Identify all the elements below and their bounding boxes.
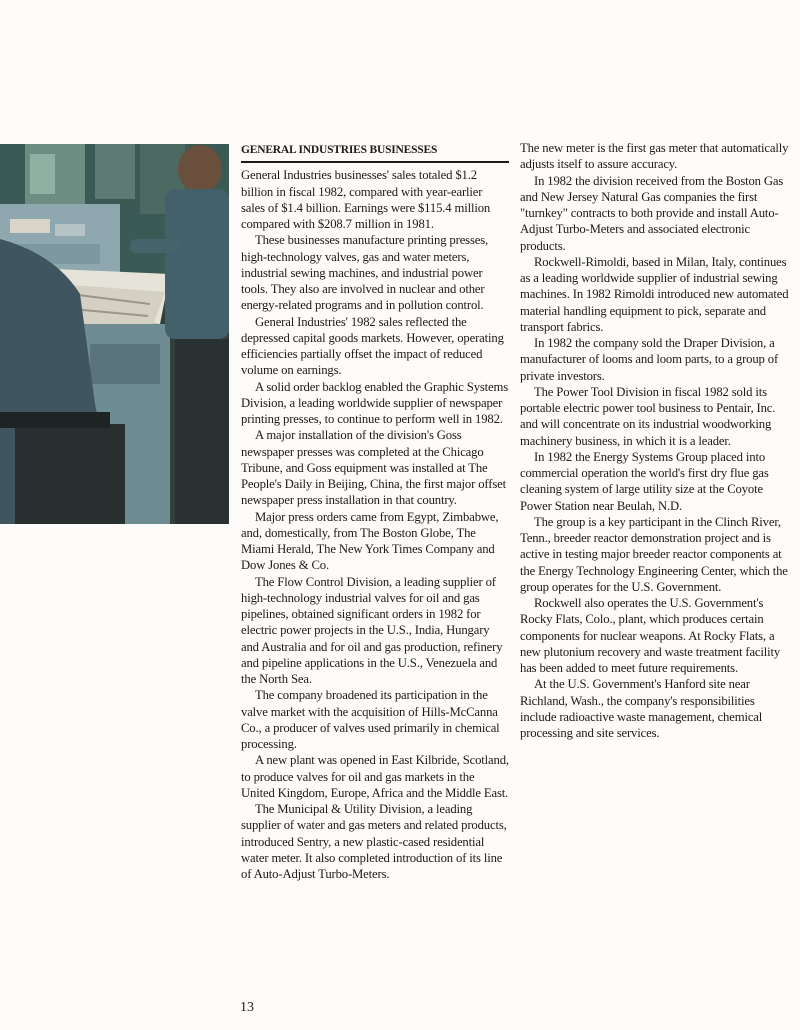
section-heading: GENERAL INDUSTRIES BUSINESSES bbox=[241, 142, 509, 163]
paragraph: A new plant was opened in East Kilbride, Scotland, to produce valves for oil and gas markets in the United Kingdom, Europe, Africa and the Middle East. bbox=[241, 753, 509, 800]
text-column-right bbox=[520, 140, 790, 741]
paragraph: These businesses manufacture printing presses, high-technology valves, gas and water meters, industrial sewing machines, and industrial power tools. They also are involved in nuclear and other energy-related programs and in pollution control. bbox=[241, 233, 489, 313]
paragraph: A major installation of the division's Goss newspaper presses was completed at the Chicago Tribune, and Goss equipment was installed at The People's Daily in Beijing, China, the first major offset newspaper press installation in that country. bbox=[241, 428, 506, 508]
paragraph: The group is a key participant in the Clinch River, Tenn., breeder reactor demonstration project and is active in testing major breeder reactor components at the Energy Technology Engineering Center, which the group operates for the U.S. Government. bbox=[520, 514, 788, 594]
text-column-left bbox=[241, 142, 509, 882]
paragraph: The new meter is the first gas meter that automatically adjusts itself to assure accuracy. bbox=[520, 141, 789, 172]
paragraph: In 1982 the company sold the Draper Division, a manufacturer of looms and loom parts, to a group of private investors. bbox=[520, 336, 779, 383]
paragraph: A solid order backlog enabled the Graphic Systems Division, a leading worldwide supplier of newspaper printing presses, to continue to perform well in 1982. bbox=[241, 379, 509, 426]
paragraph: In 1982 the Energy Systems Group placed into commercial operation the world's first dry flue gas cleaning system of large utility size at the Coyote Power Station near Beulah, N.D. bbox=[520, 449, 769, 513]
paragraph: Rockwell also operates the U.S. Government's Rocky Flats, Colo., plant, which produces certain components for nuclear weapons. At Rocky Flats, a new plutonium recovery and waste treatment facility has been added to meet future requirements. bbox=[520, 596, 781, 675]
paragraph: General Industries businesses' sales totaled $1.2 billion in fiscal 1982, compared with year-earlier sales of $1.4 billion. Earnings were $115.4 million compared with $208.7 million in 1981. bbox=[241, 168, 491, 231]
paragraph: The Municipal & Utility Division, a leading supplier of water and gas meters and related products, introduced Sentry, a new plastic-cased residential water meter. It also completed introduction of its line of Auto-Adjust Turbo-Meters. bbox=[241, 802, 507, 881]
paragraph: The Flow Control Division, a leading supplier of high-technology industrial valves for oil and gas pipelines, obtained significant orders in 1982 for electric power projects in the U.S., India, Hungary and Australia and for oil and gas production, refinery and pipeline applications in the U.S., Venezuela and the North Sea. bbox=[241, 574, 503, 686]
page-number: 13 bbox=[240, 1000, 254, 1015]
paragraph: At the U.S. Government's Hanford site near Richland, Wash., the company's responsibilities include radioactive waste management, chemical processing and site services. bbox=[520, 677, 763, 740]
paragraph: General Industries' 1982 sales reflected the depressed capital goods markets. However, operating efficiencies partially offset the impact of reduced volume on earnings. bbox=[241, 314, 504, 378]
paragraph: In 1982 the division received from the Boston Gas and New Jersey Natural Gas companies the first "turnkey" contracts to both provide and install Auto-Adjust Turbo-Meters and associated electronic products. bbox=[520, 173, 784, 253]
press-room-photo bbox=[0, 144, 229, 524]
paragraph: Major press orders came from Egypt, Zimbabwe, and, domestically, from The Boston Globe, The Miami Herald, The New York Times Company and Dow Jones & Co. bbox=[241, 509, 499, 573]
paragraph: The Power Tool Division in fiscal 1982 sold its portable electric power tool business to Pentair, Inc. and will concentrate on its industrial woodworking machinery business, in which it is a leader. bbox=[520, 384, 776, 448]
paragraph: The company broadened its participation in the valve market with the acquisition of Hills-McCanna Co., a producer of valves used primarily in chemical processing. bbox=[241, 688, 500, 751]
paragraph: Rockwell-Rimoldi, based in Milan, Italy, continues as a leading worldwide supplier of industrial sewing machines. In 1982 Rimoldi introduced new automated material handling equipment to pick, separate and transport fabrics. bbox=[520, 254, 789, 334]
